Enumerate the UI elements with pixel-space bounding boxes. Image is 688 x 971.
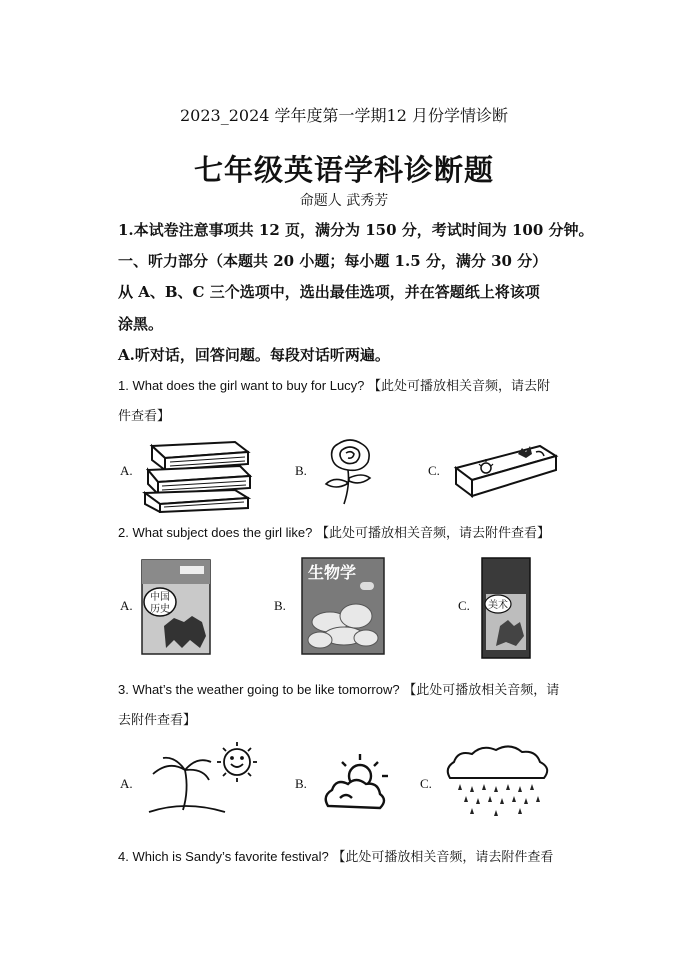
- biology-book-title: 生物学: [308, 563, 357, 582]
- question-4-text: 4. Which is Sandy’s favorite festival?: [118, 849, 329, 864]
- notice-line: 1.本试卷注意事项共 12 页，满分为 150 分，考试时间为 100 分钟。: [118, 221, 594, 239]
- question-2: [118, 522, 550, 541]
- partly-cloudy-icon: [320, 752, 395, 814]
- biology-book-icon: [300, 556, 386, 656]
- art-book-icon: [480, 556, 532, 660]
- audio-note: 【此处可播放相关音频，请去附件查看】: [316, 526, 551, 541]
- rose-icon: [318, 438, 380, 506]
- instruction-line-2: 涂黑。: [118, 315, 164, 333]
- question-3: [118, 679, 559, 698]
- rain-cloud-icon: [440, 742, 555, 822]
- history-book-title-1: 中国: [150, 592, 170, 603]
- question-1-note-cont: 件查看】: [118, 409, 171, 424]
- q3-option-b[interactable]: B.: [295, 776, 307, 791]
- pencil-case-icon: [448, 440, 563, 502]
- q2-option-a[interactable]: A.: [120, 598, 133, 613]
- question-4: [118, 846, 553, 865]
- q1-option-c[interactable]: C.: [428, 463, 440, 478]
- audio-note: 【此处可播放相关音频，请: [403, 683, 560, 698]
- part-a-title: A.听对话，回答问题。每段对话听两遍。: [118, 346, 390, 364]
- question-1-text: 1. What does the girl want to buy for Lucy?: [118, 378, 365, 393]
- section-title: 一、听力部分（本题共 20 小题；每小题 1.5 分，满分 30 分）: [118, 252, 548, 270]
- question-3-note-cont: 去附件查看】: [118, 713, 197, 728]
- instruction-line-1: 从 A、B、C 三个选项中，选出最佳选项，并在答题纸上将该项: [118, 283, 540, 301]
- q3-option-c[interactable]: C.: [420, 776, 432, 791]
- question-3-text: 3. What’s the weather going to be like tomorrow?: [118, 682, 400, 697]
- question-1: [118, 375, 550, 394]
- q2-option-b[interactable]: B.: [274, 598, 286, 613]
- q2-option-c[interactable]: C.: [458, 598, 470, 613]
- exam-term-line: 2023_2024 学年度第一学期12 月份学情诊断: [180, 106, 508, 125]
- q1-option-a[interactable]: A.: [120, 463, 133, 478]
- art-book-title: 美术: [488, 600, 508, 611]
- q3-option-a[interactable]: A.: [120, 776, 133, 791]
- sunny-beach-icon: [145, 740, 275, 820]
- exam-title: 七年级英语学科诊断题: [193, 153, 494, 187]
- audio-note: 【此处可播放相关音频，请去附: [368, 379, 551, 394]
- audio-note: 【此处可播放相关音频，请去附件查看: [332, 850, 554, 865]
- q1-option-b[interactable]: B.: [295, 463, 307, 478]
- author-line: 命题人 武秀芳: [299, 193, 389, 209]
- history-book-icon: [140, 556, 214, 656]
- history-book-title-2: 历史: [150, 604, 170, 615]
- books-icon: [140, 438, 255, 513]
- question-2-text: 2. What subject does the girl like?: [118, 525, 313, 540]
